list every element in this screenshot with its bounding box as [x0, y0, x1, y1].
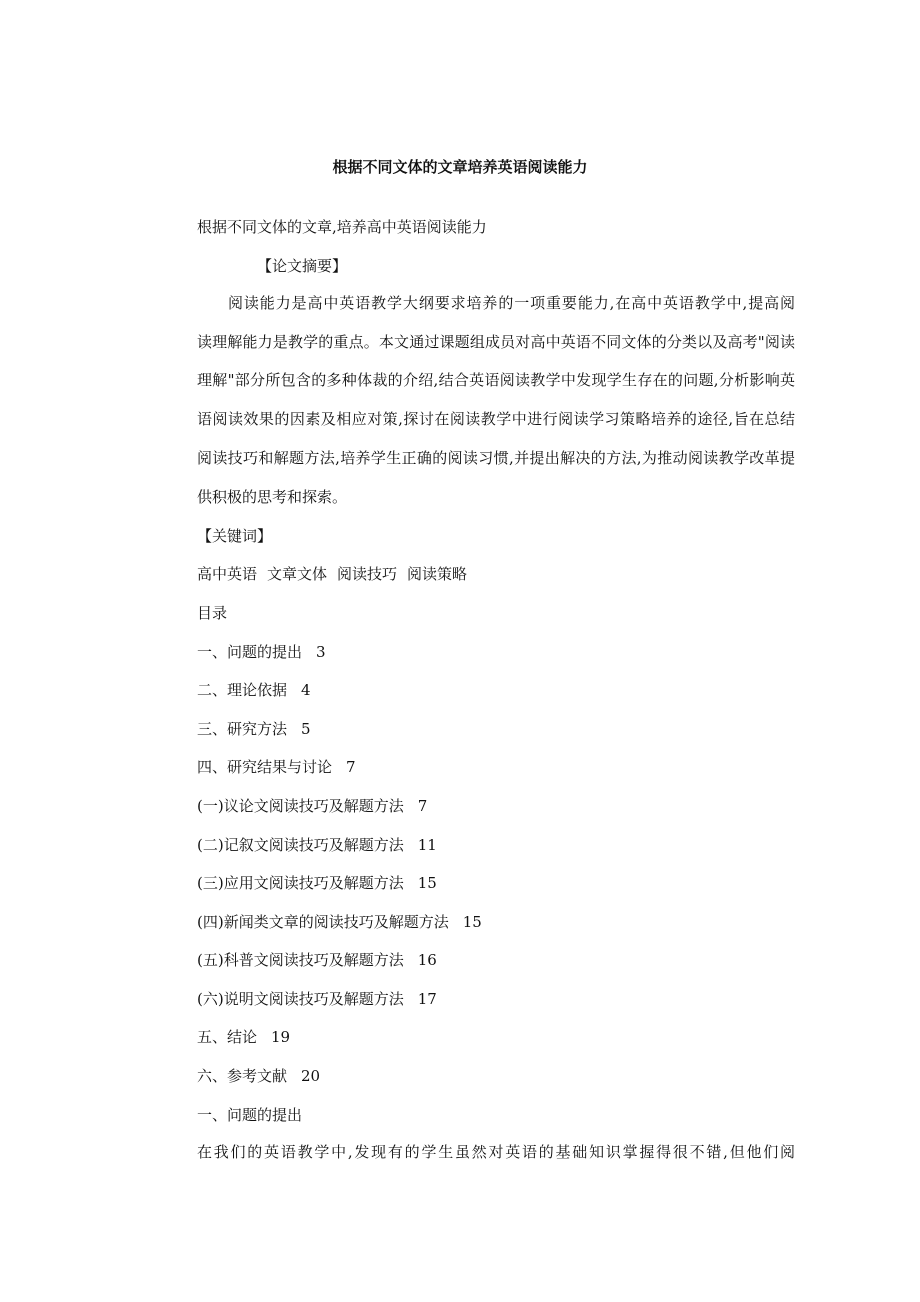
toc-entry[interactable] — [197, 755, 795, 794]
section-heading: 一、问题的提出 — [197, 1105, 303, 1124]
document-title: 根据不同文体的文章培养英语阅读能力 — [332, 158, 588, 176]
abstract-line: 供积极的思考和探索。 — [197, 488, 348, 507]
toc-entry-page: 17 — [417, 989, 437, 1008]
toc-entry-label: (三)应用文阅读技巧及解题方法 — [197, 874, 404, 893]
toc-entry-page: 3 — [316, 642, 326, 661]
abstract-line: 理解"部分所包含的多种体裁的介绍,结合英语阅读教学中发现学生存在的问题,分析影响英 — [197, 371, 795, 390]
toc-entry-label: 三、研究方法 — [197, 719, 288, 738]
toc-entry-page: 5 — [301, 719, 311, 738]
toc-entry-page: 7 — [346, 758, 356, 777]
toc-entry-label: 一、问题的提出 — [197, 642, 303, 661]
toc-entry[interactable] — [197, 717, 795, 756]
toc-entry[interactable] — [197, 910, 795, 949]
toc-entry-page: 15 — [462, 912, 482, 931]
toc-entry-label: (一)议论文阅读技巧及解题方法 — [197, 796, 404, 815]
toc-entry[interactable] — [197, 794, 795, 833]
toc-entry[interactable] — [197, 1064, 795, 1103]
abstract-heading: 【论文摘要】 — [257, 256, 348, 275]
toc-entry-page: 20 — [301, 1067, 321, 1086]
toc-entry-label: 四、研究结果与讨论 — [197, 758, 333, 777]
abstract-line: 读理解能力是教学的重点。本文通过课题组成员对高中英语不同文体的分类以及高考"阅读 — [197, 332, 795, 351]
keyword: 阅读策略 — [407, 565, 468, 584]
toc-entry[interactable] — [197, 871, 795, 910]
toc-entry[interactable] — [197, 640, 795, 679]
toc-entry[interactable] — [197, 948, 795, 987]
keywords-heading: 【关键词】 — [197, 526, 273, 545]
toc-entry[interactable] — [197, 678, 795, 717]
toc-entry-label: (二)记叙文阅读技巧及解题方法 — [197, 835, 404, 854]
toc-entry-page: 7 — [417, 796, 428, 815]
toc-entry-label: 二、理论依据 — [197, 681, 288, 700]
toc-entry-page: 11 — [417, 835, 437, 854]
toc-heading: 目录 — [197, 603, 228, 622]
toc-entry-page: 16 — [417, 951, 437, 970]
toc-entry-page: 15 — [417, 874, 437, 893]
toc-entry-label: (六)说明文阅读技巧及解题方法 — [197, 989, 404, 1008]
keyword: 文章文体 — [267, 565, 328, 584]
toc-entry-label: (四)新闻类文章的阅读技巧及解题方法 — [197, 912, 449, 931]
abstract-line: 阅读能力是高中英语教学大纲要求培养的一项重要能力,在高中英语教学中,提高阅 — [228, 294, 795, 313]
keywords — [197, 562, 795, 601]
toc-entry-label: 五、结论 — [197, 1028, 258, 1047]
toc-entry[interactable] — [197, 833, 795, 872]
keyword: 阅读技巧 — [337, 565, 398, 584]
document-body — [197, 215, 795, 1180]
abstract-line: 阅读技巧和解题方法,培养学生正确的阅读习惯,并提出解决的方法,为推动阅读教学改革提 — [197, 448, 795, 467]
toc-entry-label: 六、参考文献 — [197, 1067, 288, 1086]
toc-entry-page: 4 — [301, 681, 311, 700]
toc-entry-label: (五)科普文阅读技巧及解题方法 — [197, 951, 404, 970]
toc-entry-page: 19 — [271, 1028, 291, 1047]
toc-entry[interactable] — [197, 987, 795, 1026]
keyword: 高中英语 — [197, 565, 258, 584]
abstract-line: 语阅读效果的因素及相应对策,探讨在阅读教学中进行阅读学习策略培养的途径,旨在总结 — [197, 409, 795, 428]
subtitle: 根据不同文体的文章,培养高中英语阅读能力 — [197, 218, 487, 236]
table-of-contents — [197, 640, 795, 1103]
toc-entry[interactable] — [197, 1025, 795, 1064]
body-line: 在我们的英语教学中,发现有的学生虽然对英语的基础知识掌握得很不错,但他们阅 — [197, 1143, 795, 1162]
